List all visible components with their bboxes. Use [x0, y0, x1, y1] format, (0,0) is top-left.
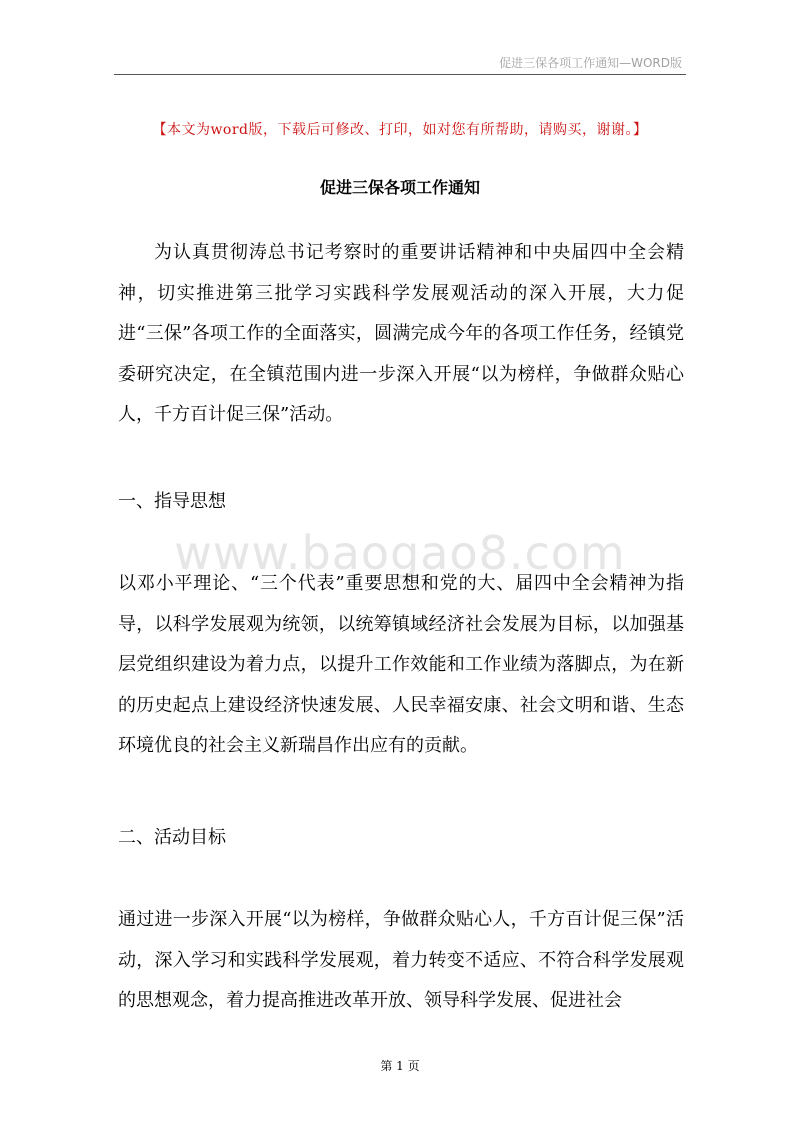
document-title: 促进三保各项工作通知 — [319, 178, 480, 197]
running-header: 促进三保各项工作通知—WORD版 — [499, 56, 682, 70]
section-heading-guiding-ideology: 一、指导思想 — [118, 491, 226, 512]
section-heading-activity-goals: 二、活动目标 — [118, 827, 226, 848]
header-divider — [114, 74, 686, 75]
guiding-ideology-paragraph: 以邓小平理论、“三个代表”重要思想和党的大、届四中全会精神为指导，以科学发展观为统领，以统筹镇域经济社会发展为目标，以加强基层党组织建设为着力点，以提升工作效能和工作业绩为落脚点，为在新的历史起点上建设经济快速发展、人民幸福安康、社会文明和谐、生态环境优良的社会主义新瑞昌作出应有的贡献。 — [118, 573, 684, 756]
intro-paragraph: 为认真贯彻涛总书记考察时的重要讲话精神和中央届四中全会精神，切实推进第三批学习实践科学发展观活动的深入开展，大力促进“三保”各项工作的全面落实，圆满完成今年的各项工作任务，经镇党委研究决定，在全镇范围内进一步深入开展“以为榜样，争做群众贴心人，千方百计促三保”活动。 — [118, 242, 684, 425]
download-notice: 【本文为word版，下载后可修改、打印，如对您有所帮助，请购买，谢谢。】 — [152, 122, 648, 138]
page-number: 第 1 页 — [380, 1059, 420, 1073]
watermark: www.baogao8.com — [174, 526, 626, 580]
activity-goals-paragraph: 通过进一步深入开展“以为榜样，争做群众贴心人，千方百计促三保”活动，深入学习和实践科学发展观，着力转变不适应、不符合科学发展观的思想观念，着力提高推进改革开放、领导科学发展、促进社会 — [118, 909, 684, 1011]
